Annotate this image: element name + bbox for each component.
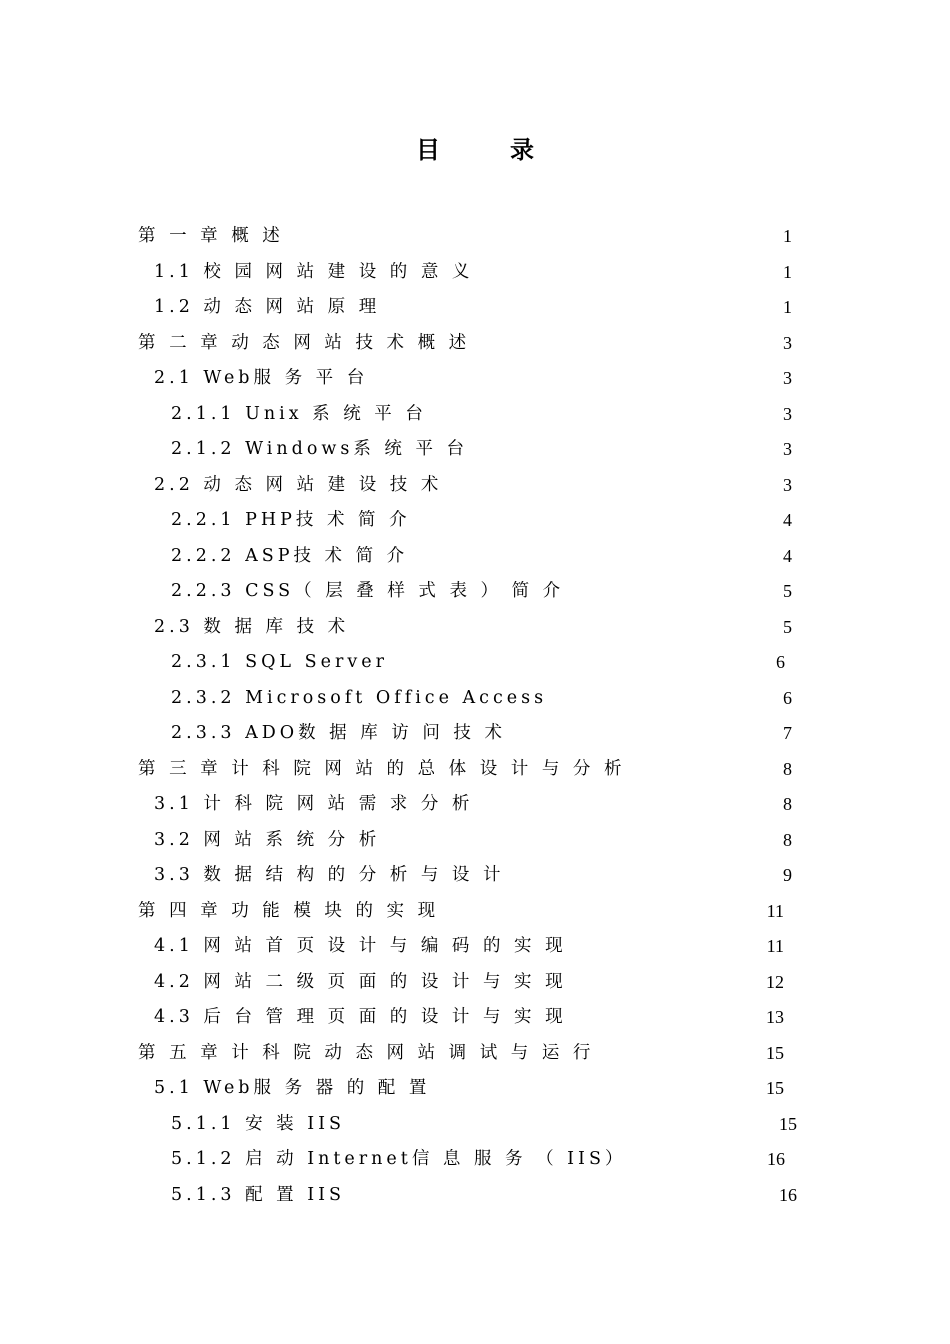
toc-entry: 2.1 Web服 务 平 台 [154,368,369,388]
toc-entry: 4.2 网 站 二 级 页 面 的 设 计 与 实 现 [154,971,567,992]
toc-page-number: 7 [783,723,792,743]
toc-entry: 1.2 动 态 网 站 原 理 [154,297,381,317]
toc-page-number: 8 [783,829,792,850]
toc-page-number: 1 [783,297,792,317]
title-char-1: 目 [416,135,440,164]
toc-entry: 2.1.1 Unix 系 统 平 台 [171,403,427,424]
toc-entry: 2.2.3 CSS（ 层 叠 样 式 表 ） 简 介 [171,581,565,601]
title-char-2: 录 [510,135,534,164]
toc-entry: 2.3 数 据 库 技 术 [154,616,350,637]
toc-entry: 2.3.3 ADO数 据 库 访 问 技 术 [171,723,506,743]
toc-entry: 5.1.3 配 置 IIS [171,1184,346,1205]
toc-page-number: 11 [766,900,784,921]
toc-page-number: 4 [783,510,792,530]
toc-page-number: 13 [766,1007,784,1027]
toc-page-number: 5 [783,616,792,637]
toc-entry: 2.3.1 SQL Server [171,652,388,672]
toc-page-number: 15 [766,1042,784,1063]
toc-entry: 4.1 网 站 首 页 设 计 与 编 码 的 实 现 [154,936,567,956]
toc-page-number: 8 [783,758,792,779]
toc-entry: 2.2.2 ASP技 术 简 介 [171,545,409,566]
toc-entry: 5.1.2 启 动 Internet信 息 服 务 （ IIS） [171,1149,627,1169]
toc-entry: 2.2 动 态 网 站 建 设 技 术 [154,474,443,495]
toc-page-number: 3 [783,332,792,353]
toc-entry: 第 一 章 概 述 [138,226,284,246]
toc-page-number: 9 [783,865,792,885]
toc-page-number: 4 [783,545,792,566]
toc-entry: 第 四 章 功 能 模 块 的 实 现 [138,900,440,921]
toc-entry: 3.1 计 科 院 网 站 需 求 分 析 [154,794,474,814]
toc-page-number: 11 [766,936,784,956]
toc-entry: 1.1 校 园 网 站 建 设 的 意 义 [154,261,474,282]
toc-page-number: 3 [783,439,792,459]
toc-entry: 2.3.2 Microsoft Office Access [171,687,548,708]
toc-entry: 3.3 数 据 结 构 的 分 析 与 设 计 [154,865,505,885]
toc-page-number: 15 [779,1113,797,1134]
toc-entry: 第 二 章 动 态 网 站 技 术 概 述 [138,332,471,353]
toc-entry: 2.2.1 PHP技 术 简 介 [171,510,411,530]
toc-page-number: 3 [783,403,792,424]
page-title [0,130,950,165]
toc-entry: 第 三 章 计 科 院 网 站 的 总 体 设 计 与 分 析 [138,758,626,779]
toc-page-number: 1 [783,226,792,246]
toc-entry: 2.1.2 Windows系 统 平 台 [171,439,469,459]
toc-page-number: 6 [776,652,785,672]
toc-entry: 5.1.1 安 装 IIS [171,1113,346,1134]
toc-page-number: 3 [783,474,792,495]
toc-page-number: 16 [767,1149,785,1169]
toc-page-number: 6 [783,687,792,708]
toc-page-number: 8 [783,794,792,814]
toc-page-number: 3 [783,368,792,388]
toc-page-number: 15 [766,1078,784,1098]
toc-page-number: 12 [766,971,784,992]
toc-page-number: 5 [783,581,792,601]
toc-entry: 3.2 网 站 系 统 分 析 [154,829,381,850]
toc-entry: 4.3 后 台 管 理 页 面 的 设 计 与 实 现 [154,1007,567,1027]
toc-entry: 5.1 Web服 务 器 的 配 置 [154,1078,431,1098]
toc-page-number: 16 [779,1184,797,1205]
toc-page-number: 1 [783,261,792,282]
toc-entry: 第 五 章 计 科 院 动 态 网 站 调 试 与 运 行 [138,1042,595,1063]
